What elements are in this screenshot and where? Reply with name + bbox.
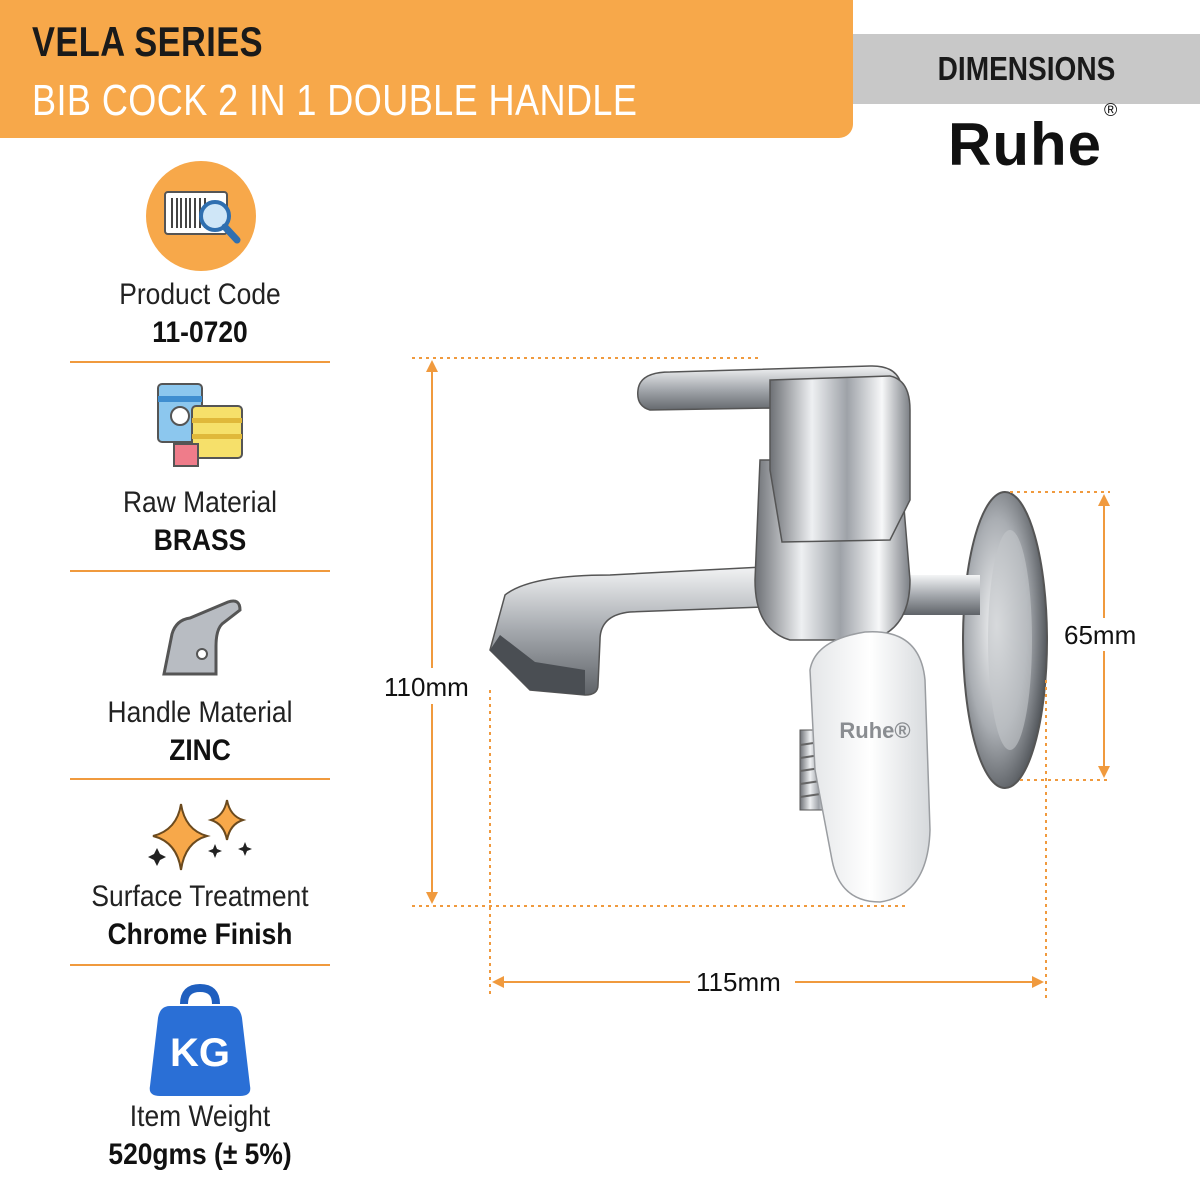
series-title: VELA SERIES <box>32 18 263 65</box>
brand-name: Ruhe <box>948 111 1102 178</box>
product-title: BIB COCK 2 IN 1 DOUBLE HANDLE <box>32 76 638 125</box>
spec-value: 520gms (± 5%) <box>108 1138 292 1171</box>
width-dimension: 115mm <box>690 967 787 998</box>
spec-label: Product Code <box>119 278 281 311</box>
spec-label: Item Weight <box>129 1100 271 1133</box>
spec-value: Chrome Finish <box>107 918 293 951</box>
handle-logo: Ruhe® <box>839 718 911 743</box>
spec-label: Handle Material <box>107 696 293 729</box>
registered-mark: ® <box>1104 100 1119 120</box>
spec-label: Raw Material <box>122 486 278 519</box>
spec-value: 11-0720 <box>152 316 248 349</box>
weight-icon-text: KG <box>170 1031 230 1075</box>
height-dimension: 110mm <box>378 672 475 703</box>
spec-value: BRASS <box>153 524 247 557</box>
spec-label: Surface Treatment <box>91 880 309 913</box>
spec-value: ZINC <box>169 734 231 767</box>
flange-dimension: 65mm <box>1058 620 1142 651</box>
dimensions-label: DIMENSIONS <box>937 50 1116 87</box>
